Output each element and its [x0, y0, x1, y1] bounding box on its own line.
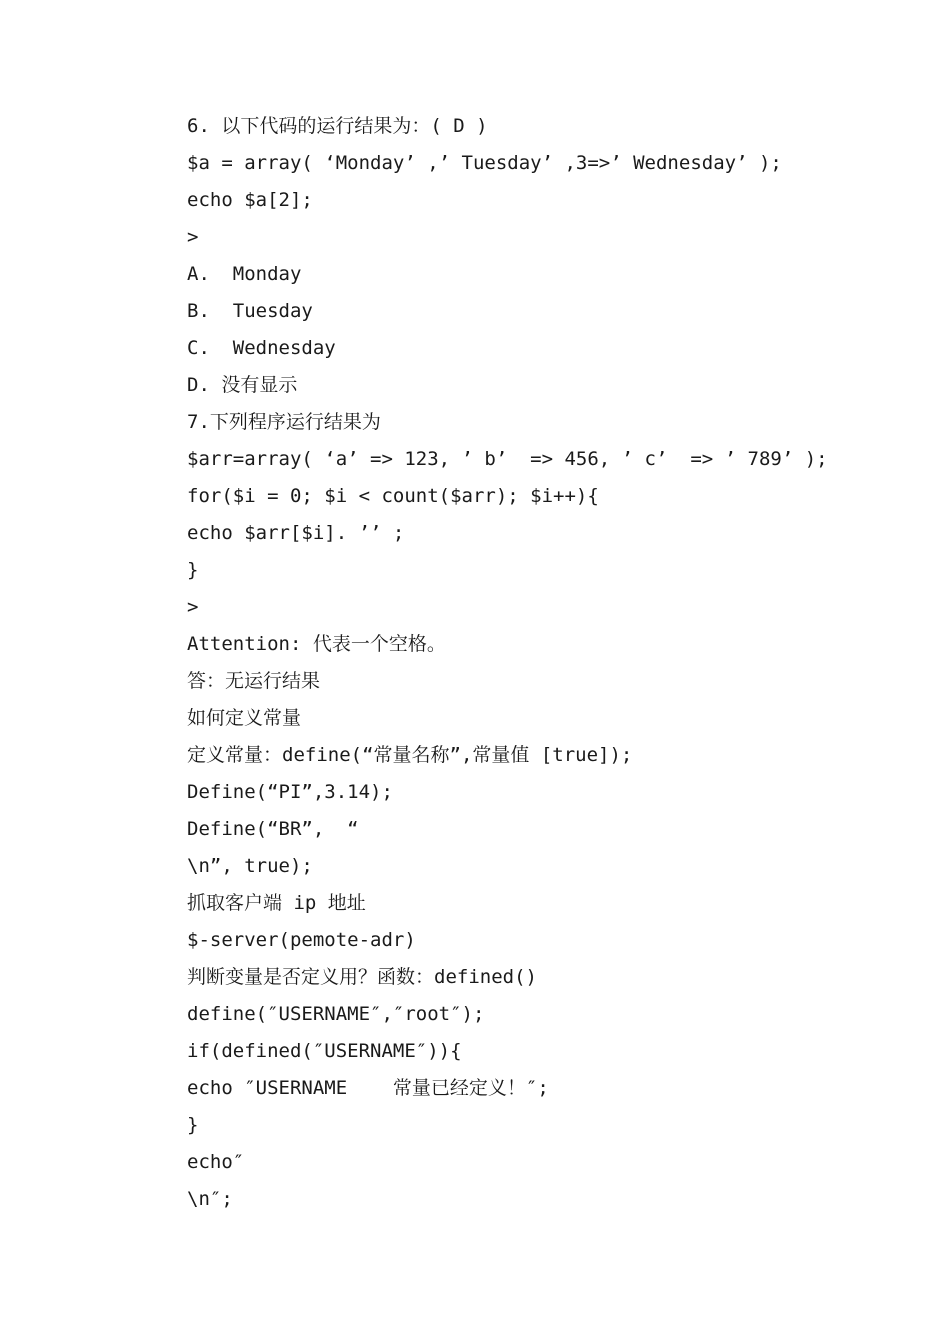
code-line: $-server(pemote-adr) [187, 929, 416, 951]
section-heading: 抓取客户端 ip 地址 [187, 892, 366, 914]
code-line: Define(“BR”, “ [187, 818, 359, 840]
option-d: D. 没有显示 [187, 374, 298, 396]
code-line: echo $arr[$i]. ’’ ; [187, 522, 405, 544]
document-body [187, 108, 887, 1218]
section-heading: 如何定义常量 [187, 707, 302, 729]
code-line: echo $a[2]; [187, 189, 313, 211]
code-line: } [187, 1114, 199, 1136]
text-line: 判断变量是否定义用？函数：defined() [187, 966, 537, 988]
code-line: for($i = 0; $i < count($arr); $i++){ [187, 485, 599, 507]
text-line: 定义常量：define(“常量名称”,常量值 [true]); [187, 744, 633, 766]
code-line: Define(“PI”,3.14); [187, 781, 393, 803]
option-c: C. Wednesday [187, 337, 336, 359]
attention-note: Attention: 代表一个空格。 [187, 633, 446, 655]
code-line: echo″ [187, 1151, 245, 1173]
code-line: } [187, 559, 199, 581]
code-line: $a = array( ‘Monday’ ,’ Tuesday’ ,3=>’ Wednesday’ ); [187, 152, 782, 174]
code-line: if(defined(″USERNAME″)){ [187, 1040, 462, 1062]
question-7-title: 7.下列程序运行结果为 [187, 411, 381, 433]
code-line: define(″USERNAME″,″root″); [187, 1003, 485, 1025]
code-line: > [187, 226, 199, 248]
question-6-title: 6. 以下代码的运行结果为：( D ) [187, 115, 488, 137]
code-line: > [187, 596, 199, 618]
code-line: \n”, true); [187, 855, 313, 877]
option-b: B. Tuesday [187, 300, 313, 322]
code-line: echo ″USERNAME 常量已经定义！″; [187, 1077, 549, 1099]
answer-line: 答：无运行结果 [187, 670, 321, 692]
option-a: A. Monday [187, 263, 302, 285]
code-line: \n″; [187, 1188, 233, 1210]
code-line: $arr=array( ‘a’ => 123, ’ b’ => 456, ’ c’ => ’ 789’ ); [187, 448, 828, 470]
